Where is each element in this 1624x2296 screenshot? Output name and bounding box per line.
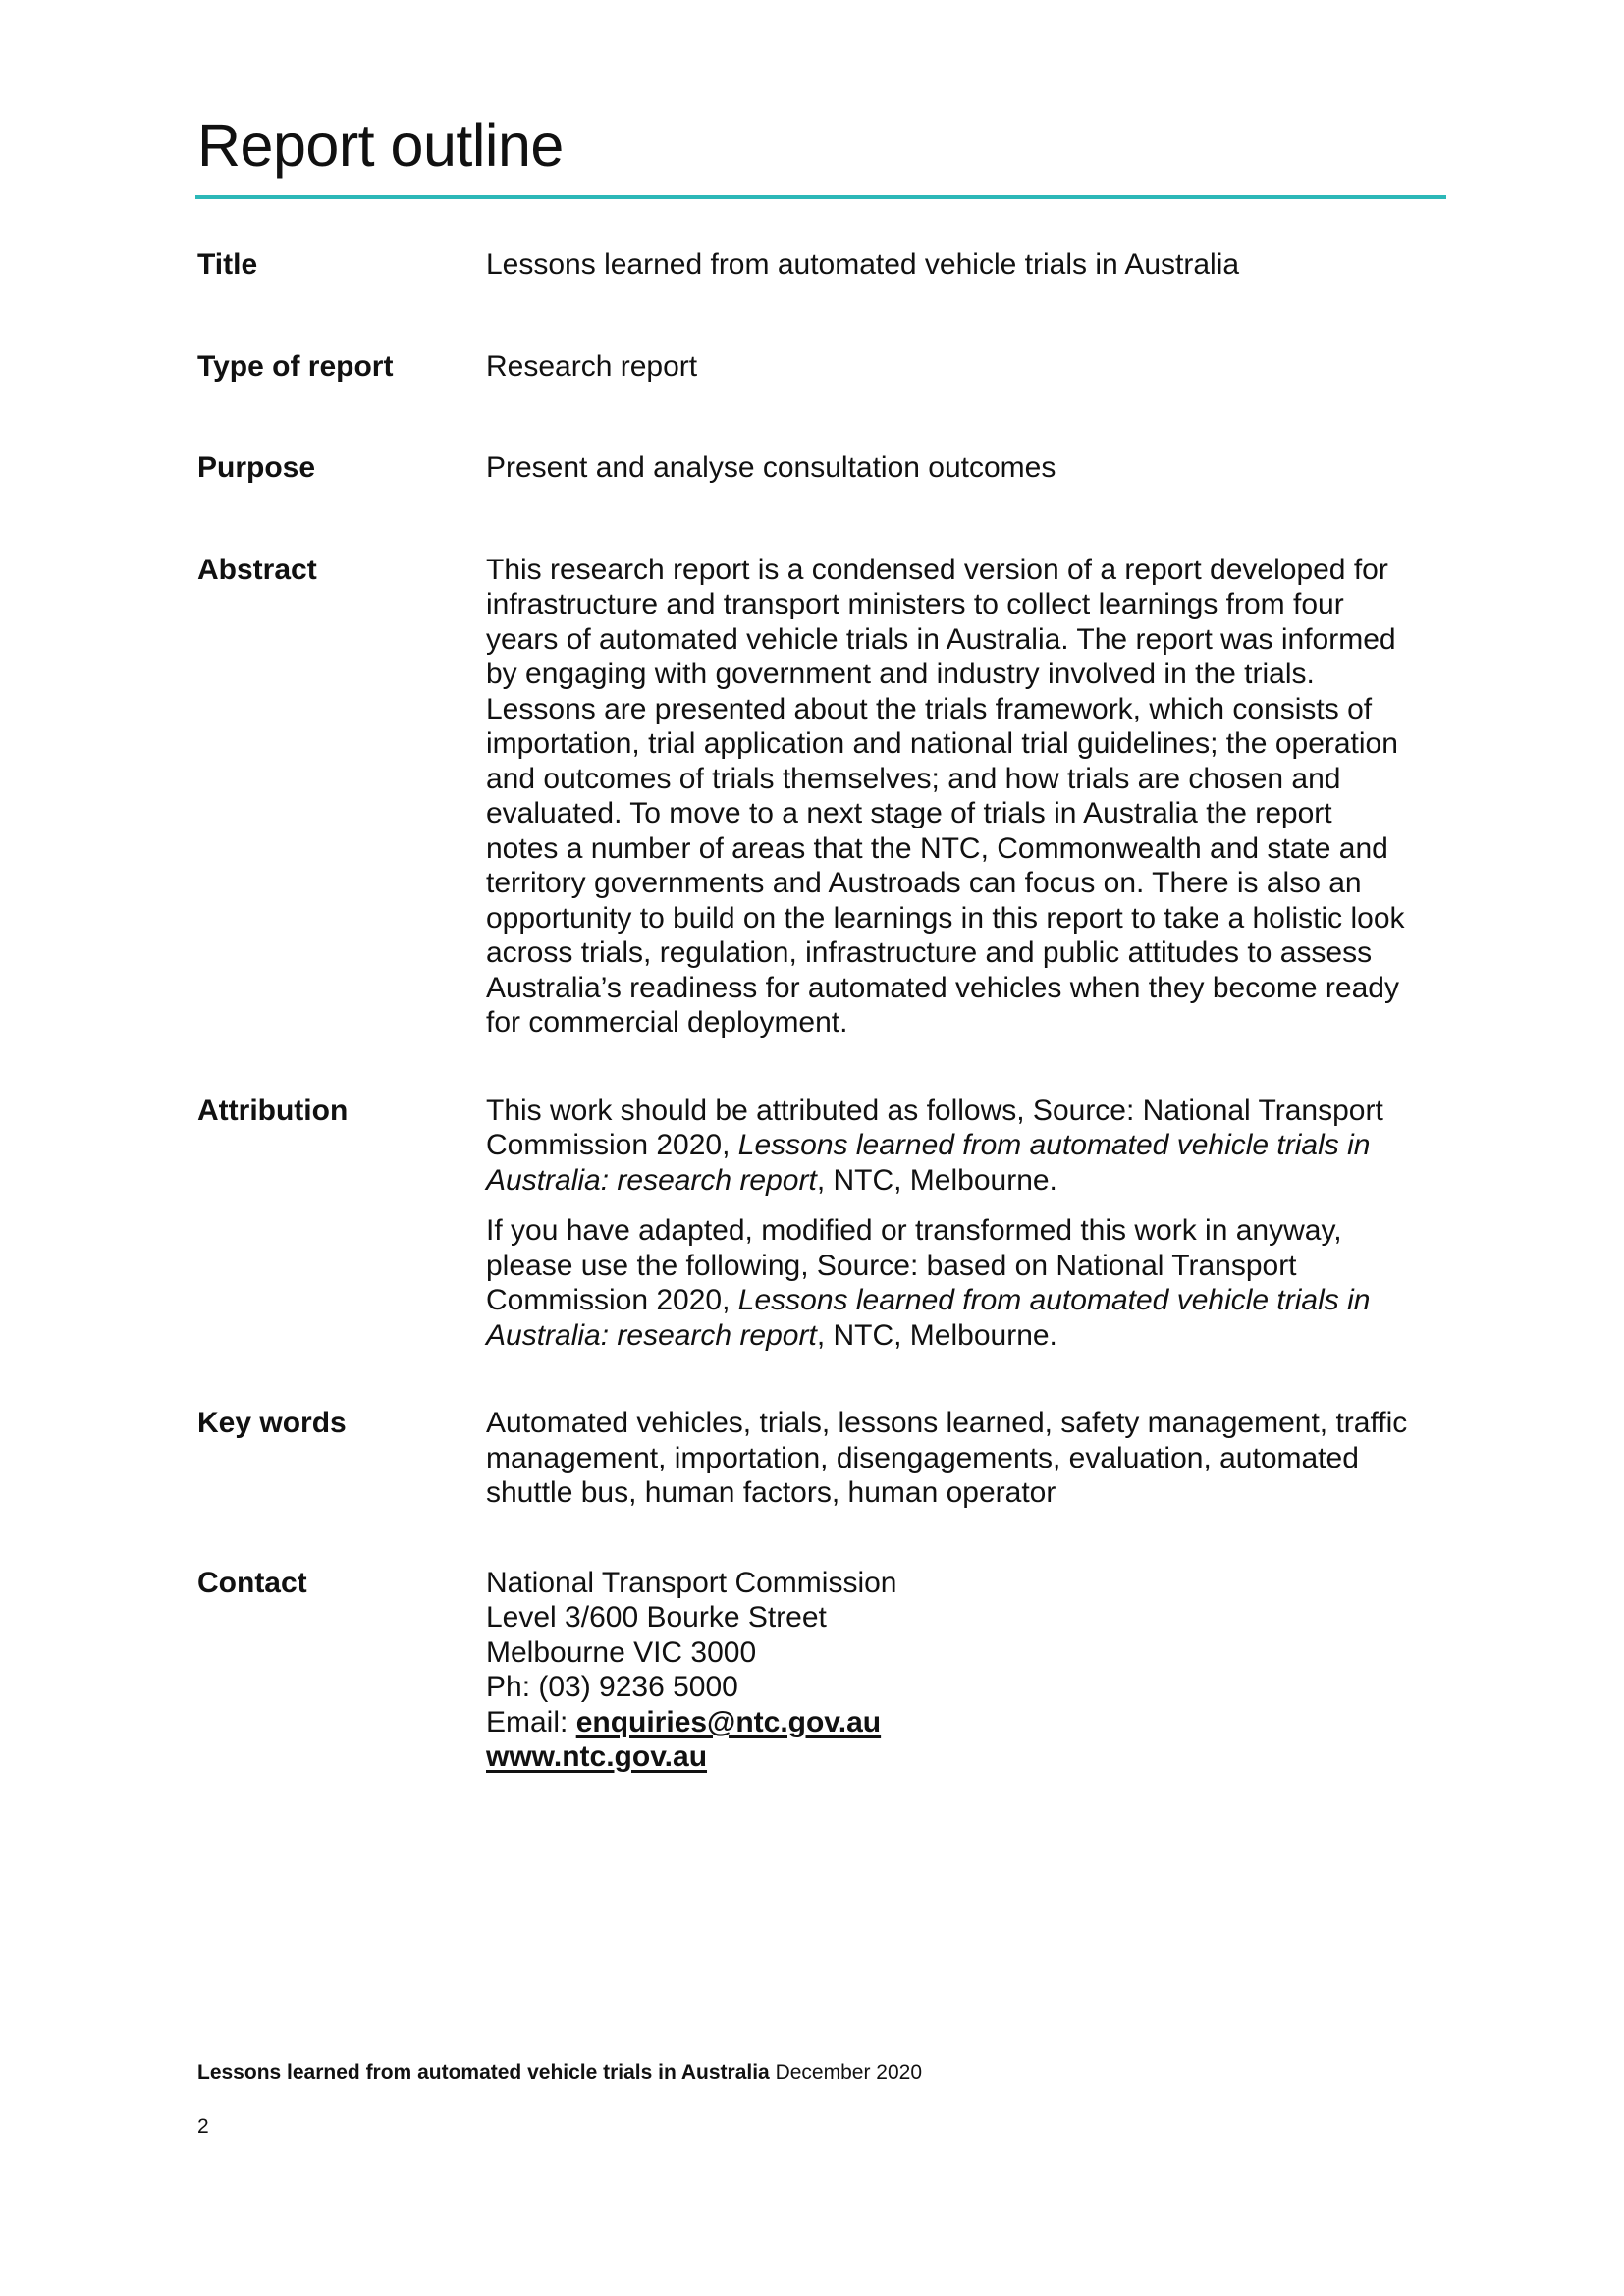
abstract-label: Abstract [197,553,317,586]
abstract-line: evaluated. To move to a next stage of trials in Australia the report [486,797,1332,829]
contact-organisation: National Transport Commission [486,1566,897,1599]
website-link[interactable]: www.ntc.gov.au [486,1740,708,1773]
abstract-value [486,553,1444,1041]
outline-row-title [197,247,1444,283]
outline-row-purpose [197,451,1444,486]
abstract-line: opportunity to build on the learnings in this report to take a holistic look [486,901,1405,934]
contact-website-line [486,1739,1444,1775]
type-value: Research report [486,349,698,383]
contact-city: Melbourne VIC 3000 [486,1635,757,1669]
attribution-paragraph-2 [486,1213,1444,1353]
attribution-text: Commission 2020, [486,1284,738,1316]
abstract-line: for commercial deployment. [486,1006,848,1039]
footer-date: December 2020 [769,2061,923,2084]
outline-row-keywords [197,1406,1444,1511]
abstract-line: by engaging with government and industry involved in the trials. [486,658,1315,690]
footer-report-title: Lessons learned from automated vehicle trials in Australia [197,2061,770,2084]
outline-row-type [197,349,1444,385]
attribution-line: please use the following, Source: based on National Transport [486,1249,1297,1282]
page-title: Report outline [197,112,564,179]
attribution-citation-title: Australia: research report [486,1318,817,1352]
attribution-line [486,1128,1444,1163]
keywords-line: management, importation, disengagements, evaluation, automated [486,1441,1359,1474]
attribution-paragraph-1 [486,1094,1444,1199]
abstract-line: across trials, regulation, infrastructure and public attitudes to assess [486,936,1373,969]
report-outline-table [197,247,1444,1775]
attribution-text: , NTC, Melbourne. [816,1318,1057,1352]
outline-row-attribution [197,1094,1444,1354]
abstract-line: importation, trial application and national trial guidelines; the operation [486,727,1398,760]
email-link[interactable]: enquiries@ntc.gov.au [575,1705,882,1738]
title-label: Title [197,248,258,281]
contact-label: Contact [197,1566,307,1599]
abstract-line: Australia’s readiness for automated vehicles when they become ready [486,971,1399,1004]
abstract-line: territory governments and Austroads can focus on. There is also an [486,867,1362,899]
contact-value [486,1566,1444,1775]
page-footer [197,2061,922,2085]
attribution-citation-title: Australia: research report [486,1163,817,1197]
purpose-label: Purpose [197,452,316,484]
attribution-citation-title: Lessons learned from automated vehicle trials in [737,1284,1371,1316]
purpose-value: Present and analyse consultation outcomes [486,452,1056,484]
abstract-line: notes a number of areas that the NTC, Commonwealth and state and [486,831,1388,865]
abstract-line: This research report is a condensed version of a report developed for [486,553,1388,586]
attribution-line [486,1318,1444,1354]
abstract-line: years of automated vehicle trials in Australia. The report was informed [486,622,1396,656]
keywords-label: Key words [197,1407,347,1439]
keywords-value [486,1406,1444,1511]
abstract-line: infrastructure and transport ministers to collect learnings from four [486,588,1344,620]
outline-row-contact [197,1566,1444,1775]
attribution-value [486,1094,1444,1354]
abstract-line: and outcomes of trials themselves; and how trials are chosen and [486,762,1341,795]
contact-phone: Ph: (03) 9236 5000 [486,1671,738,1703]
contact-email-line [486,1705,1444,1740]
contact-email-prefix: Email: [486,1705,576,1738]
title-value: Lessons learned from automated vehicle trials in Australia [486,248,1240,281]
keywords-line: shuttle bus, human factors, human operator [486,1476,1056,1509]
page-number: 2 [197,2115,209,2138]
attribution-label: Attribution [197,1094,349,1127]
abstract-line: Lessons are presented about the trials framework, which consists of [486,692,1373,725]
attribution-text: , NTC, Melbourne. [816,1163,1057,1197]
contact-street: Level 3/600 Bourke Street [486,1601,827,1633]
attribution-citation-title: Lessons learned from automated vehicle trials in [737,1129,1371,1161]
outline-row-abstract [197,553,1444,1041]
attribution-text: Commission 2020, [486,1129,738,1161]
keywords-line: Automated vehicles, trials, lessons learned, safety management, traffic [486,1407,1408,1439]
attribution-line: If you have adapted, modified or transformed this work in anyway, [486,1214,1342,1247]
attribution-line [486,1163,1444,1199]
type-label: Type of report [197,349,394,383]
attribution-line: This work should be attributed as follows, Source: National Transport [486,1094,1383,1127]
heading-divider [195,195,1446,199]
attribution-line [486,1283,1444,1318]
